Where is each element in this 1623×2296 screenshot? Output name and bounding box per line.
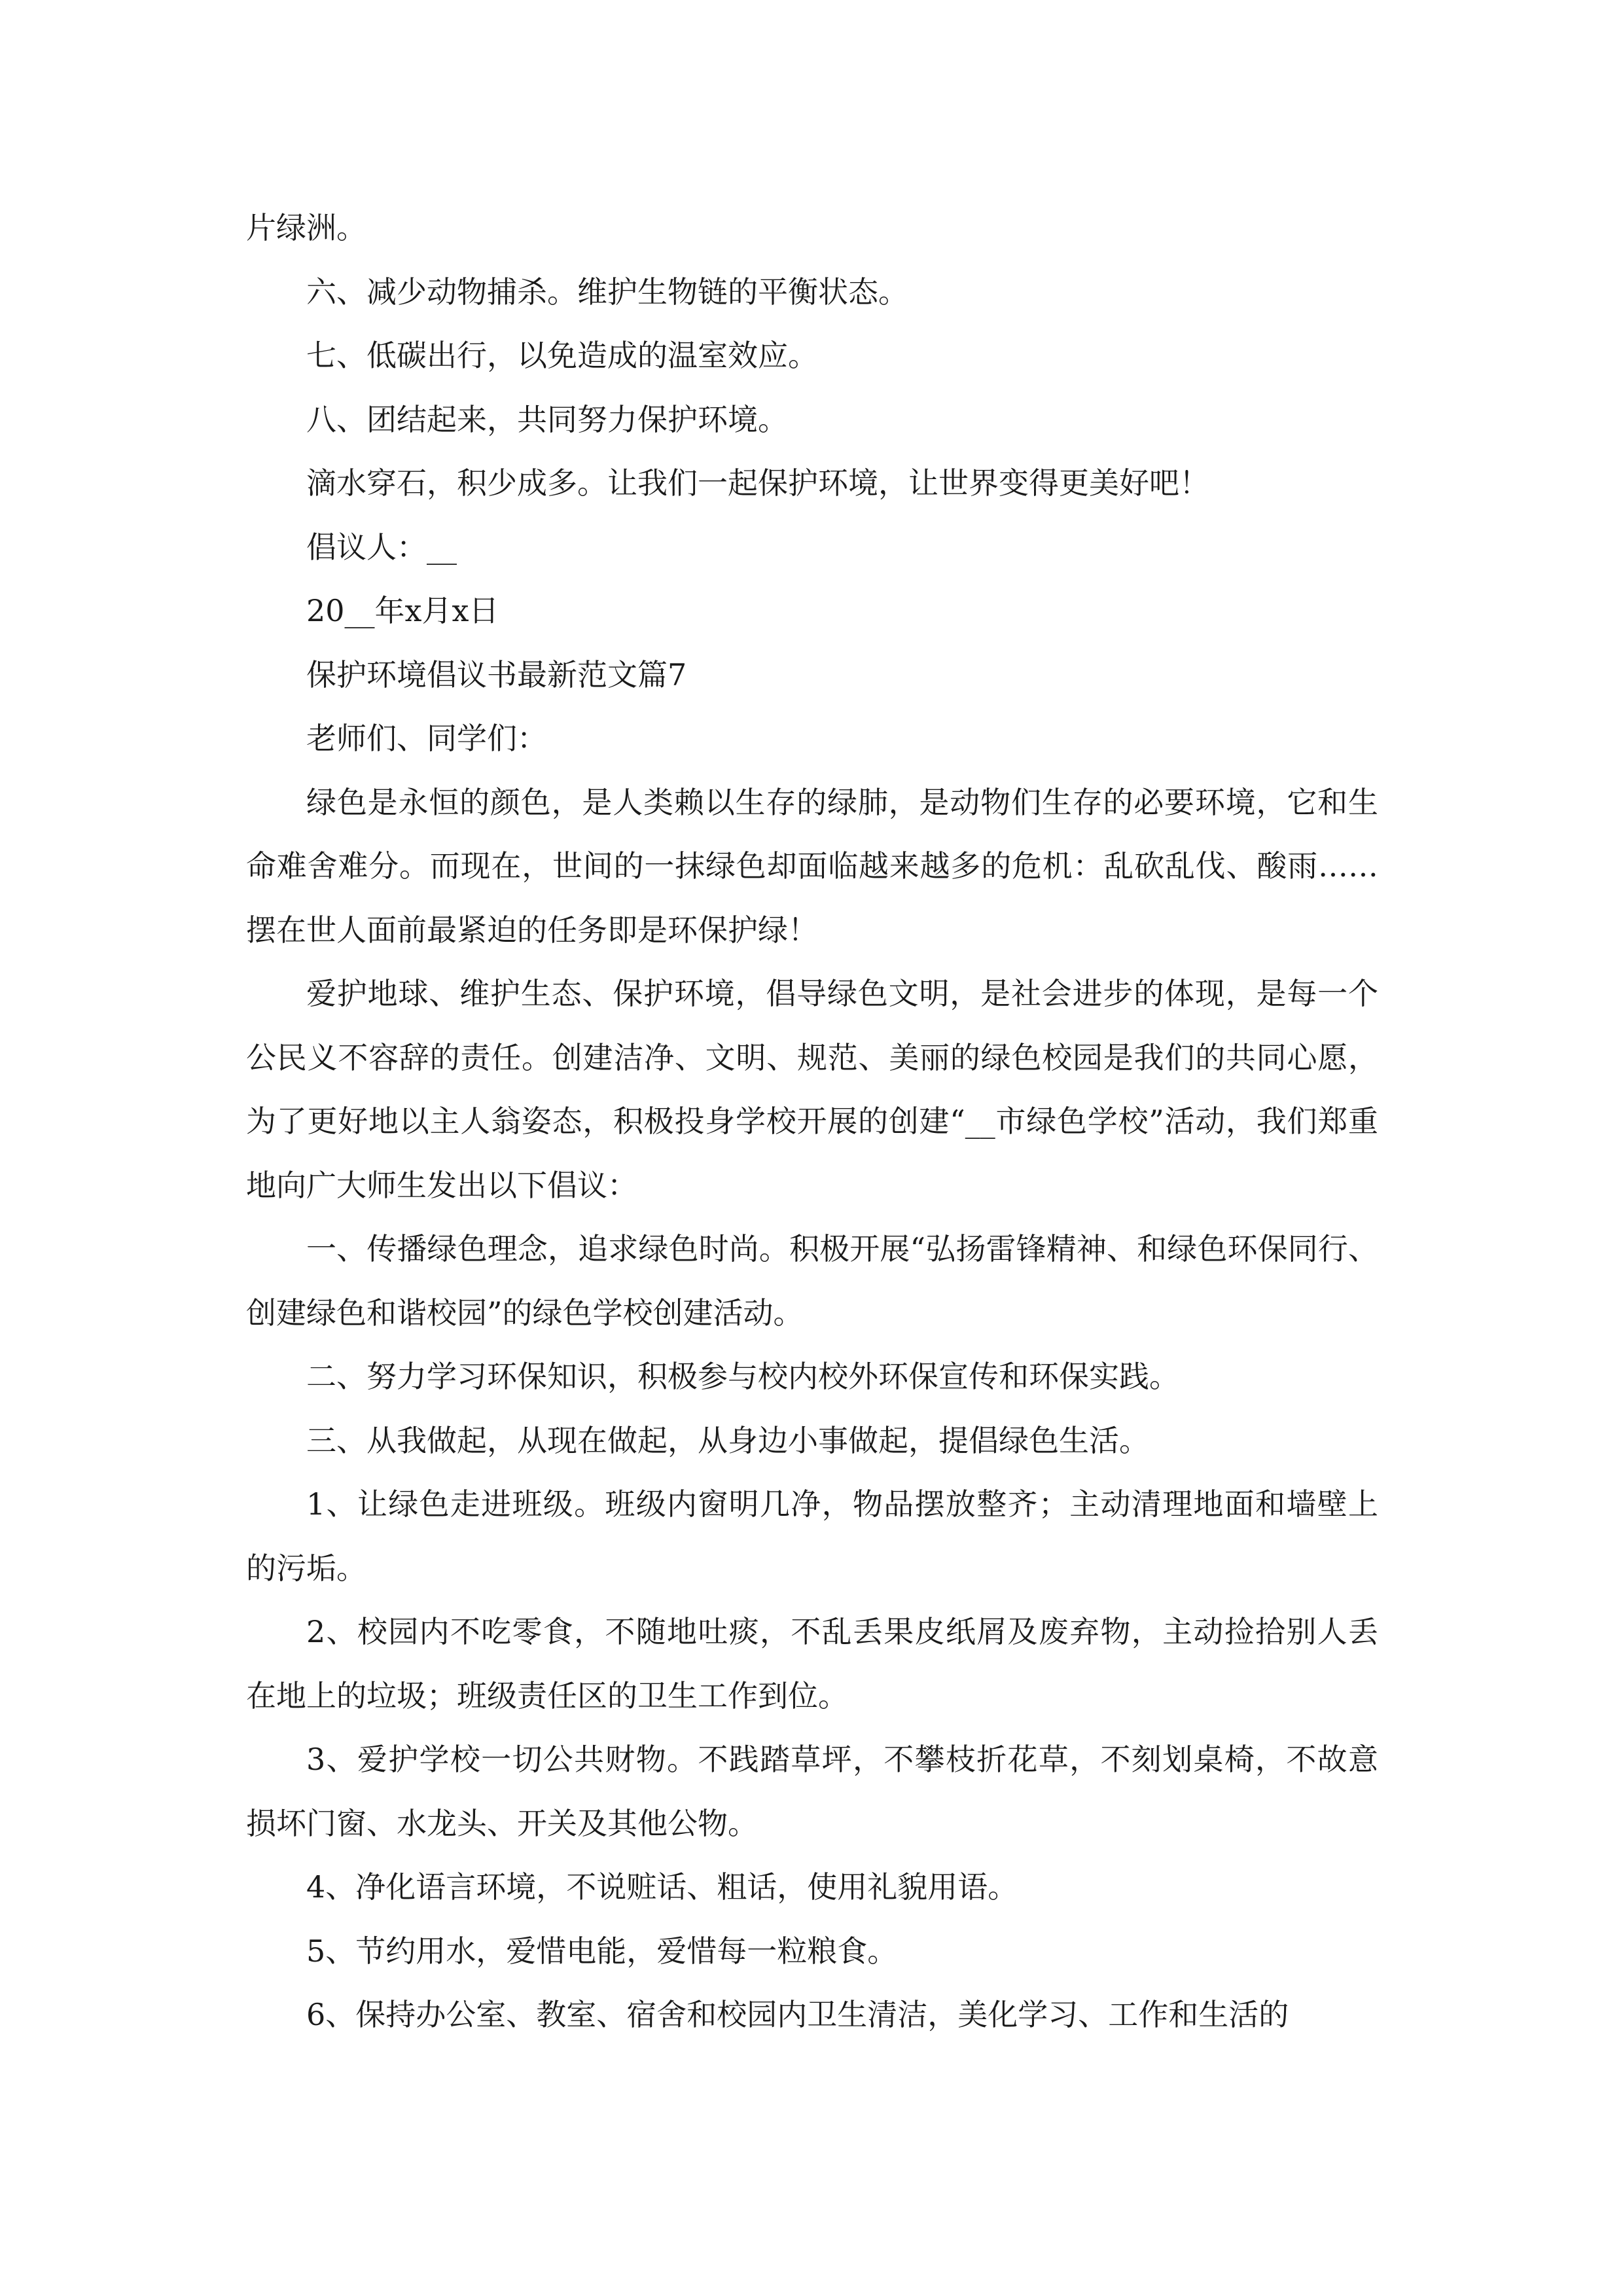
- paragraph-4: 八、团结起来，共同努力保护环境。: [306, 401, 788, 437]
- paragraph-18: 4、净化语言环境，不说赃话、粗话，使用礼貌用语。: [306, 1869, 1018, 1905]
- paragraph-11: 爱护地球、维护生态、保护环境，倡导绿色文明，是社会进步的体现，是每一个公民义不容辞的责任。创建洁净、文明、规范、美丽的绿色校园是我们的共同心愿，为了更好地以主人翁姿态，积极投身学校开展的创建“__市绿色学校”活动，我们郑重地向广大师生发出以下倡议：: [246, 976, 1378, 1203]
- signature-line: 倡议人：__: [306, 529, 457, 565]
- section-title: 保护环境倡议书最新范文篇7: [306, 656, 687, 692]
- paragraph-15: 1、让绿色走进班级。班级内窗明几净，物品摆放整齐；主动清理地面和墙壁上的污垢。: [246, 1486, 1378, 1586]
- paragraph-16: 2、校园内不吃零食，不随地吐痰，不乱丢果皮纸屑及废弃物，主动捡拾别人丢在地上的垃圾；班级责任区的卫生工作到位。: [246, 1614, 1378, 1713]
- document-body: [246, 196, 1378, 2047]
- paragraph-5: 滴水穿石，积少成多。让我们一起保护环境，让世界变得更美好吧！: [306, 465, 1209, 501]
- paragraph-19: 5、节约用水，爱惜电能，爱惜每一粒粮食。: [306, 1933, 898, 1969]
- paragraph-2: 六、减少动物捕杀。维护生物链的平衡状态。: [306, 274, 908, 310]
- salutation: 老师们、同学们：: [306, 721, 547, 756]
- date-line: 20__年x月x日: [306, 593, 499, 628]
- paragraph-14: 三、从我做起，从现在做起，从身边小事做起，提倡绿色生活。: [306, 1422, 1149, 1458]
- paragraph-1: 片绿洲。: [246, 210, 366, 245]
- paragraph-12: 一、传播绿色理念，追求绿色时尚。积极开展“弘扬雷锋精神、和绿色环保同行、创建绿色和谐校园”的绿色学校创建活动。: [246, 1231, 1378, 1331]
- paragraph-13: 二、努力学习环保知识，积极参与校内校外环保宣传和环保实践。: [306, 1359, 1179, 1394]
- paragraph-20: 6、保持办公室、教室、宿舍和校园内卫生清洁，美化学习、工作和生活的: [306, 1997, 1289, 2032]
- paragraph-3: 七、低碳出行，以免造成的温室效应。: [306, 338, 818, 373]
- paragraph-17: 3、爱护学校一切公共财物。不践踏草坪，不攀枝折花草，不刻划桌椅，不故意损坏门窗、水龙头、开关及其他公物。: [246, 1742, 1378, 1841]
- paragraph-10: 绿色是永恒的颜色，是人类赖以生存的绿肺，是动物们生存的必要环境，它和生命难舍难分。而现在，世间的一抹绿色却面临越来越多的危机：乱砍乱伐、酸雨……摆在世人面前最紧迫的任务即是环保护绿！: [246, 784, 1378, 948]
